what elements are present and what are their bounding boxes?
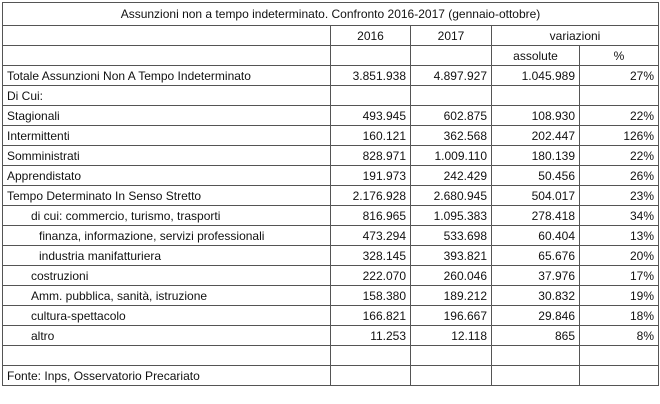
- header-2016: 2016: [331, 26, 411, 46]
- value-2016: 3.851.938: [331, 66, 411, 86]
- title-row: [3, 3, 659, 26]
- empty-row: [3, 346, 659, 366]
- header-variazioni: variazioni: [492, 26, 659, 46]
- value-2016: 222.070: [331, 266, 411, 286]
- value-assolute: 504.017: [492, 186, 580, 206]
- row-label: Tempo Determinato In Senso Stretto: [3, 186, 331, 206]
- value-2016: 2.176.928: [331, 186, 411, 206]
- row-label: costruzioni: [3, 266, 331, 286]
- table-row: [3, 146, 659, 166]
- row-label: Somministrati: [3, 146, 331, 166]
- row-label: Totale Assunzioni Non A Tempo Indeterminato: [3, 66, 331, 86]
- assunzioni-table: [2, 2, 659, 386]
- value-2016: 473.294: [331, 226, 411, 246]
- table-row: [3, 246, 659, 266]
- subheader-empty-cell: [331, 46, 411, 66]
- row-label: Di Cui:: [3, 86, 331, 106]
- table-row: [3, 66, 659, 86]
- value-assolute: [492, 86, 580, 106]
- table-row: [3, 266, 659, 286]
- value-2017: 196.667: [411, 306, 492, 326]
- value-percent: 34%: [580, 206, 659, 226]
- header-empty-cell: [3, 26, 331, 46]
- table-row: [3, 166, 659, 186]
- table-row: [3, 106, 659, 126]
- value-assolute: 37.976: [492, 266, 580, 286]
- value-2017: 4.897.927: [411, 66, 492, 86]
- value-assolute: 202.447: [492, 126, 580, 146]
- value-2017: 393.821: [411, 246, 492, 266]
- value-assolute: 180.139: [492, 146, 580, 166]
- table-row: [3, 206, 659, 226]
- value-percent: 23%: [580, 186, 659, 206]
- value-percent: 22%: [580, 146, 659, 166]
- value-percent: 22%: [580, 106, 659, 126]
- value-2017: 602.875: [411, 106, 492, 126]
- value-2016: 158.380: [331, 286, 411, 306]
- value-2017: 12.118: [411, 326, 492, 346]
- table-row: [3, 86, 659, 106]
- value-assolute: 50.456: [492, 166, 580, 186]
- value-2017: 189.212: [411, 286, 492, 306]
- value-2016: 191.973: [331, 166, 411, 186]
- value-percent: 13%: [580, 226, 659, 246]
- value-2017: 242.429: [411, 166, 492, 186]
- value-2017: [411, 86, 492, 106]
- value-2016: 828.971: [331, 146, 411, 166]
- table-row: [3, 126, 659, 146]
- value-percent: 19%: [580, 286, 659, 306]
- row-label: Stagionali: [3, 106, 331, 126]
- source-note: Fonte: Inps, Osservatorio Precariato: [3, 366, 331, 386]
- value-2016: 160.121: [331, 126, 411, 146]
- row-label: finanza, informazione, servizi professionali: [3, 226, 331, 246]
- value-2016: 493.945: [331, 106, 411, 126]
- value-percent: 27%: [580, 66, 659, 86]
- value-2017: 260.046: [411, 266, 492, 286]
- value-assolute: 65.676: [492, 246, 580, 266]
- table-title: Assunzioni non a tempo indeterminato. Confronto 2016-2017 (gennaio-ottobre): [3, 3, 659, 26]
- value-2016: 11.253: [331, 326, 411, 346]
- subheader-empty-cell: [411, 46, 492, 66]
- header-row: [3, 26, 659, 46]
- value-2017: 1.095.383: [411, 206, 492, 226]
- value-percent: [580, 86, 659, 106]
- value-percent: 20%: [580, 246, 659, 266]
- value-2017: 2.680.945: [411, 186, 492, 206]
- header-percent: %: [580, 46, 659, 66]
- table-row: [3, 226, 659, 246]
- row-label: di cui: commercio, turismo, trasporti: [3, 206, 331, 226]
- value-assolute: 29.846: [492, 306, 580, 326]
- value-2016: [331, 86, 411, 106]
- table-row: [3, 186, 659, 206]
- row-label: Intermittenti: [3, 126, 331, 146]
- table-row: [3, 326, 659, 346]
- header-2017: 2017: [411, 26, 492, 46]
- value-2017: 533.698: [411, 226, 492, 246]
- value-assolute: 108.930: [492, 106, 580, 126]
- value-2017: 362.568: [411, 126, 492, 146]
- value-2016: 166.821: [331, 306, 411, 326]
- table-row: [3, 306, 659, 326]
- subheader-row: [3, 46, 659, 66]
- row-label: industria manifatturiera: [3, 246, 331, 266]
- value-assolute: 60.404: [492, 226, 580, 246]
- value-2017: 1.009.110: [411, 146, 492, 166]
- value-2016: 328.145: [331, 246, 411, 266]
- table-row: [3, 286, 659, 306]
- row-label: cultura-spettacolo: [3, 306, 331, 326]
- value-2016: 816.965: [331, 206, 411, 226]
- source-row: [3, 366, 659, 386]
- value-assolute: 865: [492, 326, 580, 346]
- value-percent: 18%: [580, 306, 659, 326]
- value-assolute: 30.832: [492, 286, 580, 306]
- value-percent: 8%: [580, 326, 659, 346]
- value-percent: 26%: [580, 166, 659, 186]
- subheader-empty-cell: [3, 46, 331, 66]
- value-assolute: 1.045.989: [492, 66, 580, 86]
- row-label: Apprendistato: [3, 166, 331, 186]
- value-percent: 126%: [580, 126, 659, 146]
- value-percent: 17%: [580, 266, 659, 286]
- row-label: altro: [3, 326, 331, 346]
- header-assolute: assolute: [492, 46, 580, 66]
- row-label: Amm. pubblica, sanità, istruzione: [3, 286, 331, 306]
- value-assolute: 278.418: [492, 206, 580, 226]
